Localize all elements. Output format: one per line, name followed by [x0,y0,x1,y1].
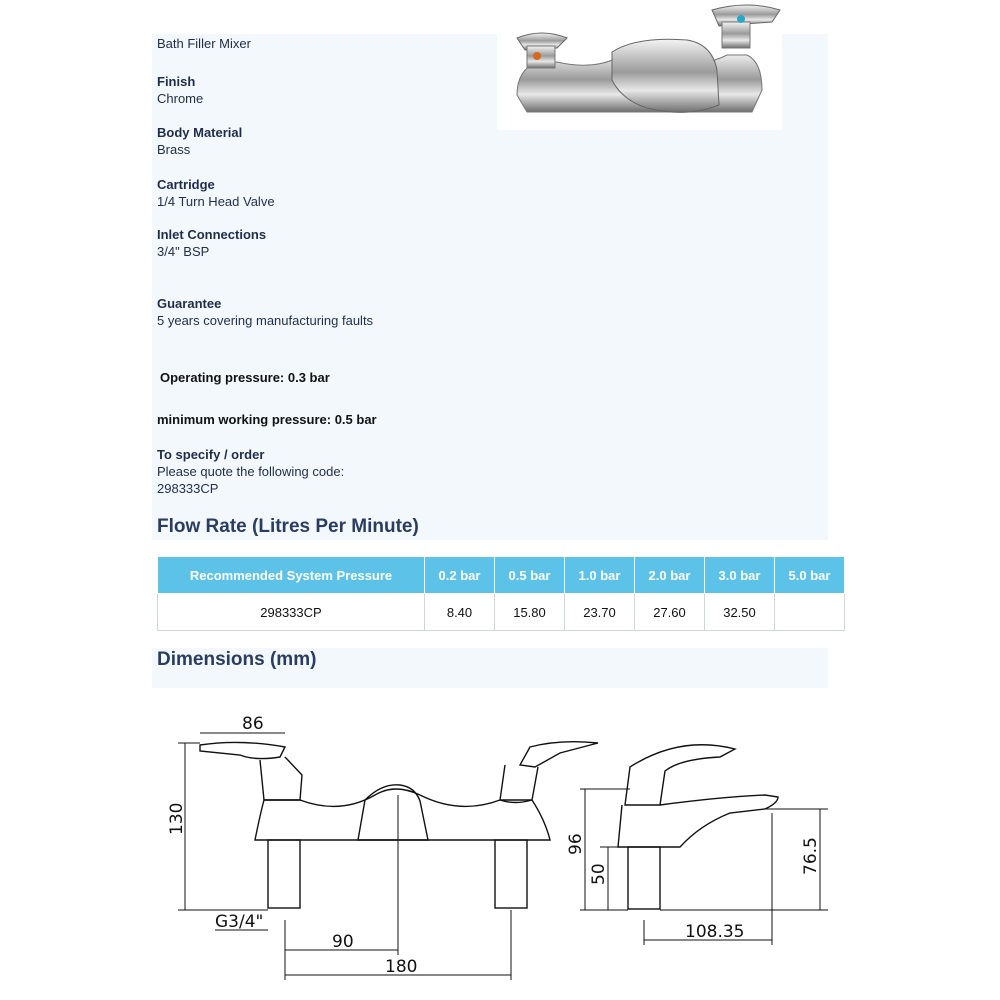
dim-projection: 108.35 [685,922,745,942]
dim-height: 130 [167,802,187,835]
column-header: 1.0 bar [565,557,635,594]
table-cell [775,594,845,631]
column-header: 0.2 bar [425,557,495,594]
table-cell: 298333CP [158,594,425,631]
right-leg [495,840,527,908]
product-photo [497,0,782,130]
product-title: Bath Filler Mixer [157,36,251,51]
dim-centre: 180 [385,957,418,977]
spec-value: 5 years covering manufacturing faults [157,313,374,328]
table-cell: 15.80 [495,594,565,631]
order-info [157,446,344,497]
table-cell: 32.50 [705,594,775,631]
side-handle [625,745,735,805]
left-leg [268,840,300,908]
hot-indicator-icon [533,52,541,60]
dim-spout-height: 76.5 [801,837,821,875]
column-header: 0.5 bar [495,557,565,594]
table-cell: 8.40 [425,594,495,631]
order-line: Please quote the following code: [157,464,345,479]
spec-cartridge [157,176,275,210]
dim-inlet: G3/4" [215,912,264,932]
side-leg [628,847,660,909]
dimensions-heading: Dimensions (mm) [157,649,317,670]
side-body [618,795,778,847]
column-header: 3.0 bar [705,557,775,594]
table-row [158,594,845,631]
spec-value: Chrome [157,91,204,106]
spec-finish [157,73,203,107]
table-header-row [158,557,845,594]
minimum-pressure: minimum working pressure: 0.5 bar [157,412,377,427]
spec-label: Guarantee [157,296,222,311]
spec-label: Inlet Connections [157,227,267,242]
spec-label: Cartridge [157,177,215,192]
column-header: 5.0 bar [775,557,845,594]
column-header: Recommended System Pressure [158,557,425,594]
spec-body-material [157,124,242,158]
dim-side-height: 96 [566,833,586,855]
dimension-drawing [160,705,840,995]
dim-handle-width: 86 [242,714,264,734]
front-body [255,789,550,840]
cold-indicator-icon [737,15,745,23]
spec-inlet-connections [157,226,266,260]
flow-rate-table [157,556,845,631]
table-cell: 27.60 [635,594,705,631]
left-handle [200,742,285,758]
spec-label: Finish [157,74,196,89]
order-label: To specify / order [157,447,265,462]
spec-guarantee [157,295,373,329]
dim-half-centre: 90 [332,932,354,952]
right-handle [520,742,598,767]
flow-rate-heading: Flow Rate (Litres Per Minute) [157,516,419,537]
spec-value: Brass [157,142,191,157]
column-header: 2.0 bar [635,557,705,594]
spec-label: Body Material [157,125,243,140]
order-code: 298333CP [157,481,219,496]
table-cell: 23.70 [565,594,635,631]
spec-value: 1/4 Turn Head Valve [157,194,275,209]
spec-value: 3/4" BSP [157,244,210,259]
dim-leg-height: 50 [589,863,609,885]
operating-pressure: Operating pressure: 0.3 bar [160,370,330,385]
